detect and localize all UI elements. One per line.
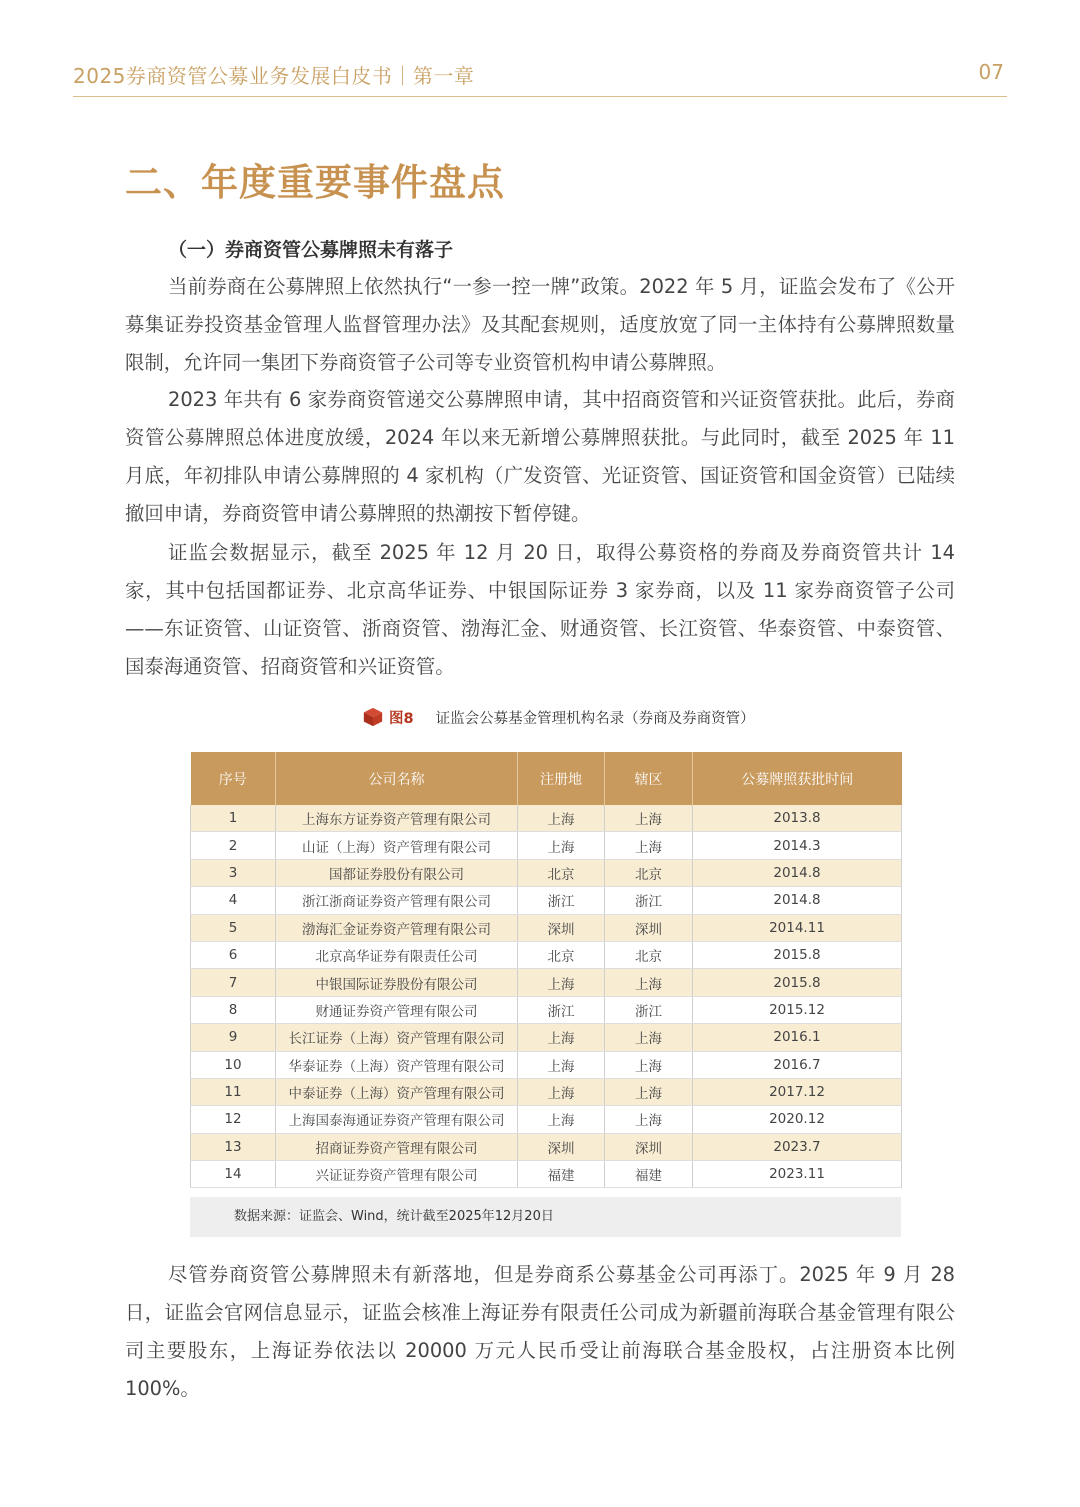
figure-label: 图8: [389, 710, 414, 727]
table-cell: 上海: [518, 969, 605, 996]
table-cell: 国都证券股份有限公司: [276, 859, 518, 886]
table-cell: 上海国泰海通证券资产管理有限公司: [276, 1106, 518, 1133]
table-row: [191, 1051, 902, 1078]
table-cell: 深圳: [605, 1133, 693, 1160]
table-cell: 13: [191, 1133, 276, 1160]
table-cell: 上海: [605, 805, 693, 832]
table-cell: 4: [191, 887, 276, 914]
table-cell: 2016.7: [693, 1051, 902, 1078]
table-cell: 11: [191, 1078, 276, 1105]
table-cell: 上海: [605, 1106, 693, 1133]
table-cell: 中泰证券（上海）资产管理有限公司: [276, 1078, 518, 1105]
figure-title: 证监会公募基金管理机构名录（券商及券商资管）: [435, 710, 755, 727]
table-cell: 渤海汇金证券资产管理有限公司: [276, 914, 518, 941]
table-cell: 上海: [518, 1051, 605, 1078]
table-cell: 深圳: [518, 1133, 605, 1160]
table-cell: 财通证券资产管理有限公司: [276, 996, 518, 1023]
table-cell: 9: [191, 1024, 276, 1051]
table-cell: 8: [191, 996, 276, 1023]
data-source-note: 数据来源：证监会、Wind，统计截至2025年12月20日: [190, 1197, 901, 1237]
table-cell: 2016.1: [693, 1024, 902, 1051]
table-cell: 兴证证券资产管理有限公司: [276, 1161, 518, 1188]
column-header: 注册地: [518, 752, 605, 805]
table-cell: 招商证券资产管理有限公司: [276, 1133, 518, 1160]
table-cell: 2015.8: [693, 941, 902, 968]
table-row: [191, 1133, 902, 1160]
paragraph-2: 2023 年共有 6 家券商资管递交公募牌照申请，其中招商资管和兴证资管获批。此后，券商资管公募牌照总体进度放缓，2024 年以来无新增公募牌照获批。与此同时，截至 2025 年 11 月底，年初排队申请公募牌照的 4 家机构（广发资管、光证资管、国证资管和国金资管）已陆续撤回申请，券商资管申请公募牌照的热潮按下暂停键。: [125, 388, 955, 525]
table-cell: 6: [191, 941, 276, 968]
table-row: [191, 859, 902, 886]
table-row: [191, 887, 902, 914]
table-cell: 2017.12: [693, 1078, 902, 1105]
table-cell: 浙江: [518, 887, 605, 914]
table-cell: 北京: [518, 941, 605, 968]
table-cell: 福建: [518, 1161, 605, 1188]
table-cell: 2015.12: [693, 996, 902, 1023]
table-cell: 浙江浙商证券资产管理有限公司: [276, 887, 518, 914]
table-cell: 2023.11: [693, 1161, 902, 1188]
page-header: [73, 58, 1007, 97]
paragraph-3: 证监会数据显示，截至 2025 年 12 月 20 日，取得公募资格的券商及券商资管共计 14 家，其中包括国都证券、北京高华证券、中银国际证券 3 家券商，以及 11 家券商资管子公司——东证资管、山证资管、浙商资管、渤海汇金、财通资管、长江资管、华泰资管、中泰资管、国泰海通资管、招商资管和兴证资管。: [125, 541, 955, 678]
table-cell: 2014.3: [693, 832, 902, 859]
table-cell: 2014.8: [693, 859, 902, 886]
table-cell: 上海东方证券资产管理有限公司: [276, 805, 518, 832]
table-cell: 上海: [518, 1106, 605, 1133]
table-row: [191, 1106, 902, 1133]
table-cell: 2020.12: [693, 1106, 902, 1133]
column-header: 序号: [191, 752, 276, 805]
column-header: 公募牌照获批时间: [693, 752, 902, 805]
table-row: [191, 832, 902, 859]
table-cell: 2015.8: [693, 969, 902, 996]
paragraph-1: 当前券商在公募牌照上依然执行“一参一控一牌”政策。2022 年 5 月，证监会发布了《公开募集证券投资基金管理人监督管理办法》及其配套规则，适度放宽了同一主体持有公募牌照数量限制，允许同一集团下券商资管子公司等专业资管机构申请公募牌照。: [125, 275, 955, 374]
table-cell: 2014.8: [693, 887, 902, 914]
table-header-row: [191, 752, 902, 805]
paragraph-4: 尽管券商资管公募牌照未有新落地，但是券商系公募基金公司再添丁。2025 年 9 月 28 日，证监会官网信息显示，证监会核准上海证券有限责任公司成为新疆前海联合基金管理有限公司主要股东，上海证券依法以 20000 万元人民币受让前海联合基金股权，占注册资本比例 100%。: [125, 1263, 955, 1400]
table-row: [191, 805, 902, 832]
table-cell: 12: [191, 1106, 276, 1133]
table-row: [191, 969, 902, 996]
cube-icon: [362, 706, 384, 728]
column-header: 公司名称: [276, 752, 518, 805]
table-cell: 10: [191, 1051, 276, 1078]
table-cell: 北京: [605, 941, 693, 968]
table-cell: 北京: [518, 859, 605, 886]
table-cell: 福建: [605, 1161, 693, 1188]
table-cell: 5: [191, 914, 276, 941]
table-cell: 上海: [605, 1024, 693, 1051]
table-cell: 中银国际证券股份有限公司: [276, 969, 518, 996]
table-cell: 浙江: [605, 996, 693, 1023]
table-cell: 1: [191, 805, 276, 832]
table-cell: 上海: [518, 1078, 605, 1105]
table-cell: 浙江: [518, 996, 605, 1023]
table-row: [191, 1161, 902, 1188]
table-cell: 2014.11: [693, 914, 902, 941]
table-cell: 北京: [605, 859, 693, 886]
table-cell: 长江证券（上海）资产管理有限公司: [276, 1024, 518, 1051]
header-title: 2025券商资管公募业务发展白皮书｜第一章: [73, 64, 475, 88]
table-cell: 上海: [518, 805, 605, 832]
table-cell: 2: [191, 832, 276, 859]
table-cell: 浙江: [605, 887, 693, 914]
table-row: [191, 914, 902, 941]
table-cell: 3: [191, 859, 276, 886]
table-cell: 上海: [605, 1078, 693, 1105]
table-row: [191, 941, 902, 968]
figure-caption: [362, 705, 755, 729]
table-cell: 上海: [605, 832, 693, 859]
table-row: [191, 1078, 902, 1105]
table-cell: 2013.8: [693, 805, 902, 832]
table-cell: 上海: [518, 832, 605, 859]
table-cell: 2023.7: [693, 1133, 902, 1160]
table-row: [191, 996, 902, 1023]
table-cell: 深圳: [518, 914, 605, 941]
table-cell: 深圳: [605, 914, 693, 941]
table-row: [191, 1024, 902, 1051]
page-number: 07: [978, 60, 1004, 84]
table-cell: 北京高华证券有限责任公司: [276, 941, 518, 968]
table-cell: 上海: [605, 1051, 693, 1078]
table-cell: 华泰证券（上海）资产管理有限公司: [276, 1051, 518, 1078]
subheading: （一）券商资管公募牌照未有落子: [168, 239, 454, 261]
license-table: [190, 752, 901, 1188]
column-header: 辖区: [605, 752, 693, 805]
table-cell: 14: [191, 1161, 276, 1188]
section-title: 二、年度重要事件盘点: [125, 161, 505, 204]
table-cell: 上海: [605, 969, 693, 996]
table-cell: 山证（上海）资产管理有限公司: [276, 832, 518, 859]
table-cell: 上海: [518, 1024, 605, 1051]
table-cell: 7: [191, 969, 276, 996]
